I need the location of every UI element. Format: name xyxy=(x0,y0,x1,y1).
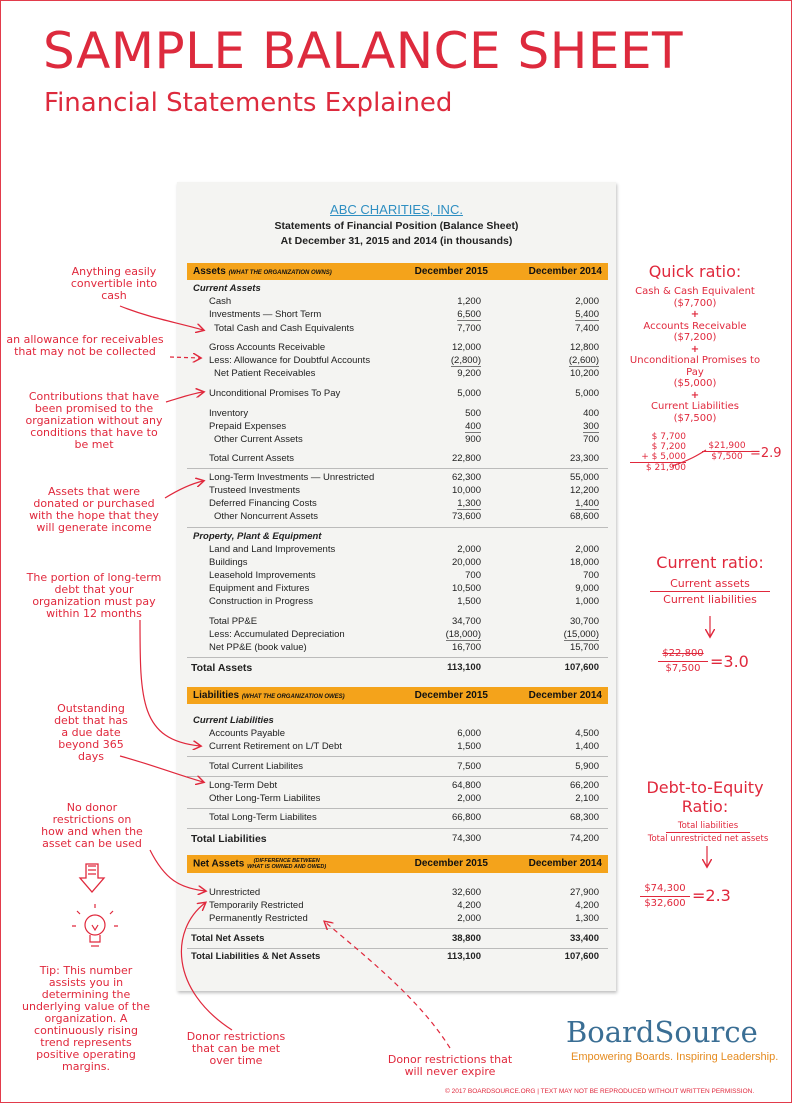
assets-note: (WHAT THE ORGANIZATION OWNS) xyxy=(228,270,332,276)
arrow-permanently-restricted xyxy=(325,922,450,1048)
table-row: Net PP&E (book value) 16,700 15,700 xyxy=(209,642,599,653)
table-row: Long-Term Investments — Unrestricted 62,300 55,000 xyxy=(209,472,599,483)
current-assets-heading: Current Assets xyxy=(193,283,261,294)
table-row: Leasehold Improvements 700 700 xyxy=(209,570,599,581)
lightbulb-icon xyxy=(72,904,118,946)
note-contributions: Contributions that have been promised to the organization without any conditions that have to be met xyxy=(25,390,163,451)
arrow-current-retirement xyxy=(140,620,200,746)
page-subtitle: Financial Statements Explained xyxy=(44,88,453,118)
table-row: Current Retirement on L/T Debt 1,500 1,400 xyxy=(209,741,599,752)
liabilities-note: (WHAT THE ORGANIZATION OWES) xyxy=(241,694,345,700)
table-row: Cash 1,200 2,000 xyxy=(209,296,599,307)
note-current-retirement: The portion of long-term debt that your organization must pay within 12 months xyxy=(26,571,162,620)
table-row: Total Current Assets 22,800 23,300 xyxy=(209,453,599,464)
table-row: Trusteed Investments 10,000 12,200 xyxy=(209,485,599,496)
table-row: Total Cash and Cash Equivalents 7,700 7,400 xyxy=(214,323,599,334)
statement-date: At December 31, 2015 and 2014 (in thousands) xyxy=(280,235,513,247)
note-temporarily-restricted: Donor restrictions that can be met over time xyxy=(186,1030,286,1067)
table-row: Investments — Short Term 6,500 5,400 xyxy=(209,309,599,320)
total-liabilities-row: Total Liabilities 74,300 74,200 xyxy=(191,833,599,845)
col-2014: December 2014 xyxy=(528,266,602,277)
table-row: Prepaid Expenses 400 300 xyxy=(209,421,599,432)
quick-ratio-result: =2.9 xyxy=(750,446,782,461)
down-arrow-icon xyxy=(80,864,104,892)
table-row: Total PP&E 34,700 30,700 xyxy=(209,616,599,627)
table-row: Construction in Progress 1,500 1,000 xyxy=(209,596,599,607)
table-row: Less: Allowance for Doubtful Accounts (2,800) (2,600) xyxy=(209,355,599,366)
net-assets-header: Net Assets (DIFFERENCE BETWEEN WHAT IS OWNED AND OWED) December 2015 December 2014 xyxy=(187,855,608,873)
current-ratio-result: =3.0 xyxy=(710,652,749,671)
arrow-quick-sum xyxy=(672,450,706,466)
note-unrestricted: No donor restrictions on how and when the asset can be used xyxy=(41,801,143,850)
table-row: Other Current Assets 900 700 xyxy=(214,434,599,445)
assets-label: Assets xyxy=(193,266,226,277)
current-ratio-title: Current ratio: xyxy=(656,553,764,572)
note-long-term-debt: Outstanding debt that has a due date beyond 365 days xyxy=(54,702,128,763)
quick-ratio-terms: Cash & Cash Equivalent ($7,700) + Accounts Receivable ($7,200) + Unconditional Promises to Pay ($5,000) + Current Liabilities ($7,500) xyxy=(629,286,761,424)
net-assets-label: Net Assets xyxy=(193,858,245,870)
col-2015: December 2015 xyxy=(414,858,488,869)
net-assets-note-1: DIFFERENCE BETWEEN xyxy=(255,858,320,864)
note-investments: Assets that were donated or purchased with the hope that they will generate income xyxy=(29,485,159,534)
liabilities-label: Liabilities xyxy=(193,690,240,701)
arrow-long-term-debt xyxy=(120,756,203,782)
quick-ratio-title: Quick ratio: xyxy=(648,262,742,281)
note-permanently-restricted: Donor restrictions that will never expire xyxy=(387,1053,513,1078)
note-tip: Tip: This number assists you in determining the underlying value of the organization. A continuously rising trend represents positive operating margins. xyxy=(22,964,150,1073)
table-row: Other Noncurrent Assets 73,600 68,600 xyxy=(214,511,599,522)
arrow-contributions xyxy=(166,392,203,402)
boardsource-logo[interactable]: BoardSource xyxy=(566,1015,758,1049)
note-allowance: an allowance for receivables that may not be collected xyxy=(6,333,164,358)
table-row: Deferred Financing Costs 1,300 1,400 xyxy=(209,498,599,509)
table-row: Unconditional Promises To Pay 5,000 5,000 xyxy=(209,388,599,399)
table-row: Long-Term Debt 64,800 66,200 xyxy=(209,780,599,791)
total-assets-row: Total Assets 113,100 107,600 xyxy=(191,662,599,674)
table-row: Total Current Liabilites 7,500 5,900 xyxy=(209,761,599,772)
debt-ratio-result: =2.3 xyxy=(692,886,731,905)
col-2015: December 2015 xyxy=(414,690,488,701)
grand-total-row: Total Liabilities & Net Assets 113,100 107,600 xyxy=(191,951,599,962)
table-row: Equipment and Fixtures 10,500 9,000 xyxy=(209,583,599,594)
footer-copyright: © 2017 BOARDSOURCE.ORG | TEXT MAY NOT BE REPRODUCED WITHOUT WRITTEN PERMISSION. xyxy=(445,1088,755,1095)
note-cash: Anything easily convertible into cash xyxy=(70,265,158,302)
arrow-investments xyxy=(165,481,203,498)
table-row: Temporarily Restricted 4,200 4,200 xyxy=(209,900,599,911)
table-row: Less: Accumulated Depreciation (18,000) (15,000) xyxy=(209,629,599,640)
table-row: Net Patient Receivables 9,200 10,200 xyxy=(214,368,599,379)
arrow-cash xyxy=(120,306,203,330)
col-2014: December 2014 xyxy=(528,858,602,869)
table-row: Land and Land Improvements 2,000 2,000 xyxy=(209,544,599,555)
col-2014: December 2014 xyxy=(528,690,602,701)
table-row: Total Long-Term Liabilites 66,800 68,300 xyxy=(209,812,599,823)
statement-title: Statements of Financial Position (Balance Sheet) xyxy=(274,220,519,232)
table-row: Unrestricted 32,600 27,900 xyxy=(209,887,599,898)
table-row: Buildings 20,000 18,000 xyxy=(209,557,599,568)
arrow-temporarily-restricted xyxy=(181,903,232,1030)
debt-ratio-fraction: $74,300 $32,600 xyxy=(640,882,690,911)
tagline: Empowering Boards. Inspiring Leadership. xyxy=(571,1051,779,1063)
debt-ratio-title: Debt-to-Equity Ratio: xyxy=(646,778,764,816)
col-2015: December 2015 xyxy=(414,266,488,277)
net-assets-note-2: WHAT IS OWNED AND OWED xyxy=(247,864,325,870)
total-net-assets-row: Total Net Assets 38,800 33,400 xyxy=(191,933,599,944)
arrow-unrestricted xyxy=(150,850,205,891)
table-row: Inventory 500 400 xyxy=(209,408,599,419)
ppe-heading: Property, Plant & Equipment xyxy=(193,531,322,542)
page-title: SAMPLE BALANCE SHEET xyxy=(43,22,684,80)
quick-ratio-sum: $ 7,700 $ 7,200 + $ 5,000 $ 21,900 xyxy=(630,432,686,473)
table-row: Permanently Restricted 2,000 1,300 xyxy=(209,913,599,924)
current-ratio-formula: Current assets Current liabilities xyxy=(650,576,770,607)
quick-ratio-fraction: $21,900 $7,500 xyxy=(702,441,752,462)
current-ratio-fraction: $22,800 $7,500 xyxy=(658,647,708,676)
debt-ratio-formula: Total liabilities Total unrestricted net assets xyxy=(647,821,769,844)
company-name[interactable]: ABC CHARITIES, INC. xyxy=(330,202,463,217)
table-row: Gross Accounts Receivable 12,000 12,800 xyxy=(209,342,599,353)
table-row: Other Long-Term Liabilites 2,000 2,100 xyxy=(209,793,599,804)
table-row: Accounts Payable 6,000 4,500 xyxy=(209,728,599,739)
arrow-allowance xyxy=(170,357,200,358)
current-liabilities-heading: Current Liabilities xyxy=(193,715,274,726)
